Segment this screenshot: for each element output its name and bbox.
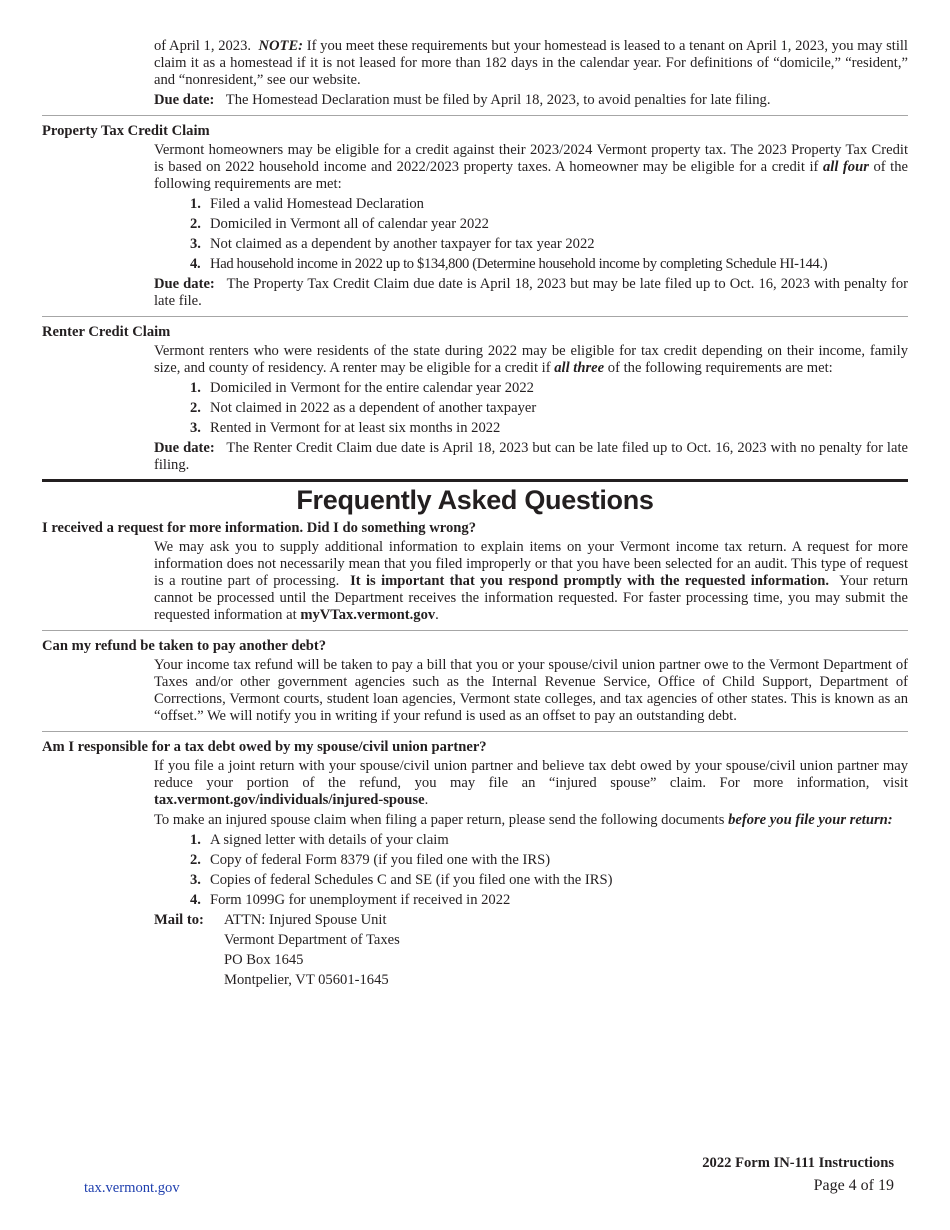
faq-answer-1: We may ask you to supply additional information to explain items on your Vermont income tax return. A request for more information does not necessarily mean that you filed improperly or that you have been selected for an audit. This type of request is a routine part of processing. It is important that you respond promptly with the requested information. Your return cannot be processed until the Department receives the information requested. For faster processing time, you may submit the requested information at myVTax.vermont.gov.	[154, 539, 908, 623]
footer-page-number: Page 4 of 19	[813, 1177, 894, 1194]
faq-heading: Frequently Asked Questions	[296, 485, 654, 515]
injured-spouse-documents	[190, 832, 908, 909]
list-item: 3. Rented in Vermont for at least six months in 2022	[190, 420, 501, 436]
list-item: 2. Copy of federal Form 8379 (if you filed one with the IRS)	[190, 852, 551, 868]
document-page	[42, 38, 908, 992]
mail-to-label: Mail to:	[154, 912, 204, 928]
mail-to-block	[154, 912, 908, 992]
divider	[42, 316, 908, 317]
divider	[42, 630, 908, 631]
footer-form-title: 2022 Form IN-111 Instructions	[702, 1155, 894, 1171]
renter-due-date: Due date: The Renter Credit Claim due date is April 18, 2023 but can be late filed up to Oct. 16, 2023 with no penalty for late filing.	[154, 440, 908, 473]
property-tax-section	[154, 142, 908, 310]
list-item: 4. Had household income in 2022 up to $134,800 (Determine household income by completing Schedule HI-144.)	[190, 256, 828, 272]
renter-requirements	[190, 380, 908, 437]
faq-answer-3: If you file a joint return with your spouse/civil union partner and believe tax debt owed by your spouse/civil union partner may reduce your portion of the refund, you may file an “injured spouse” claim. For more information, visit tax.vermont.gov/individuals/injured-spouse. To make an injured spouse claim when filing a paper return, please send the following documents before you file your return: 1. A signed letter with details of your claim 2. Copy of federal Form 8379 (if you filed one with the IRS) 3. Copies of federal Schedules C and SE (if you filed one with the IRS) 4. Form 1099G for unemployment if received in 2022 Mail to: ATTN: Injured Spouse Unit Vermont Department of Taxes PO Box 1645 Montpelier, VT 05601-1645	[154, 758, 908, 992]
list-item: 2. Domiciled in Vermont all of calendar year 2022	[190, 216, 489, 232]
injured-spouse-link[interactable]: tax.vermont.gov/individuals/injured-spouse	[154, 792, 425, 808]
list-item: 1. Domiciled in Vermont for the entire calendar year 2022	[190, 380, 534, 396]
list-item: 1. Filed a valid Homestead Declaration	[190, 196, 424, 212]
list-item: 3. Not claimed as a dependent by another taxpayer for tax year 2022	[190, 236, 595, 252]
list-item: 4. Form 1099G for unemployment if received in 2022	[190, 892, 511, 908]
footer-website-link[interactable]: tax.vermont.gov	[84, 1180, 180, 1196]
homestead-intro: of April 1, 2023. NOTE: If you meet these requirements but your homestead is leased to a tenant on April 1, 2023, you may still claim it as a homestead if it is not leased for more than 182 days in the calendar year. For definitions of “domicile,” “resident,” and “nonresident,” see our website.	[154, 38, 908, 88]
property-tax-intro: Vermont homeowners may be eligible for a credit against their 2023/2024 Vermont property tax. The 2023 Property Tax Credit is based on 2022 household income and 2022/2023 property taxes. A homeowner may be eligible for a credit if all four of the following requirements are met:	[154, 142, 908, 192]
divider	[42, 115, 908, 116]
property-tax-title: Property Tax Credit Claim	[42, 123, 210, 139]
mailing-address: ATTN: Injured Spouse Unit Vermont Department of Taxes PO Box 1645 Montpelier, VT 05601-1645	[224, 912, 400, 988]
myvtax-link[interactable]: myVTax.vermont.gov	[300, 607, 436, 623]
homestead-section	[154, 38, 908, 109]
section-divider	[42, 479, 908, 482]
renter-credit-intro: Vermont renters who were residents of the state during 2022 may be eligible for tax credit depending on their income, family size, and county of residency. A renter may be eligible for a credit if all three of the following requirements are met:	[154, 343, 908, 376]
renter-credit-section	[154, 343, 908, 474]
property-tax-due-date: Due date: The Property Tax Credit Claim due date is April 18, 2023 but may be late filed up to Oct. 16, 2023 with penalty for late file.	[154, 276, 908, 309]
homestead-due-date: Due date: The Homestead Declaration must be filed by April 18, 2023, to avoid penalties for late filing.	[154, 92, 771, 108]
faq-question-3: Am I responsible for a tax debt owed by my spouse/civil union partner?	[42, 739, 487, 755]
faq-question-2: Can my refund be taken to pay another debt?	[42, 638, 327, 654]
faq-question-1: I received a request for more information. Did I do something wrong?	[42, 520, 477, 536]
divider	[42, 731, 908, 732]
renter-credit-title: Renter Credit Claim	[42, 324, 171, 340]
property-tax-requirements	[190, 196, 908, 273]
list-item: 1. A signed letter with details of your claim	[190, 832, 449, 848]
list-item: 3. Copies of federal Schedules C and SE (if you filed one with the IRS)	[190, 872, 613, 888]
list-item: 2. Not claimed in 2022 as a dependent of another taxpayer	[190, 400, 537, 416]
faq-answer-2: Your income tax refund will be taken to pay a bill that you or your spouse/civil union partner owe to the Vermont Department of Taxes and/or other government agencies such as the Internal Revenue Service, Office of Child Support, Department of Corrections, Vermont courts, student loan agencies, Vermont state colleges, and tax agencies of other states. This is known as an “offset.” We will notify you in writing if your refund is used as an offset to pay an outstanding debt.	[154, 657, 908, 724]
